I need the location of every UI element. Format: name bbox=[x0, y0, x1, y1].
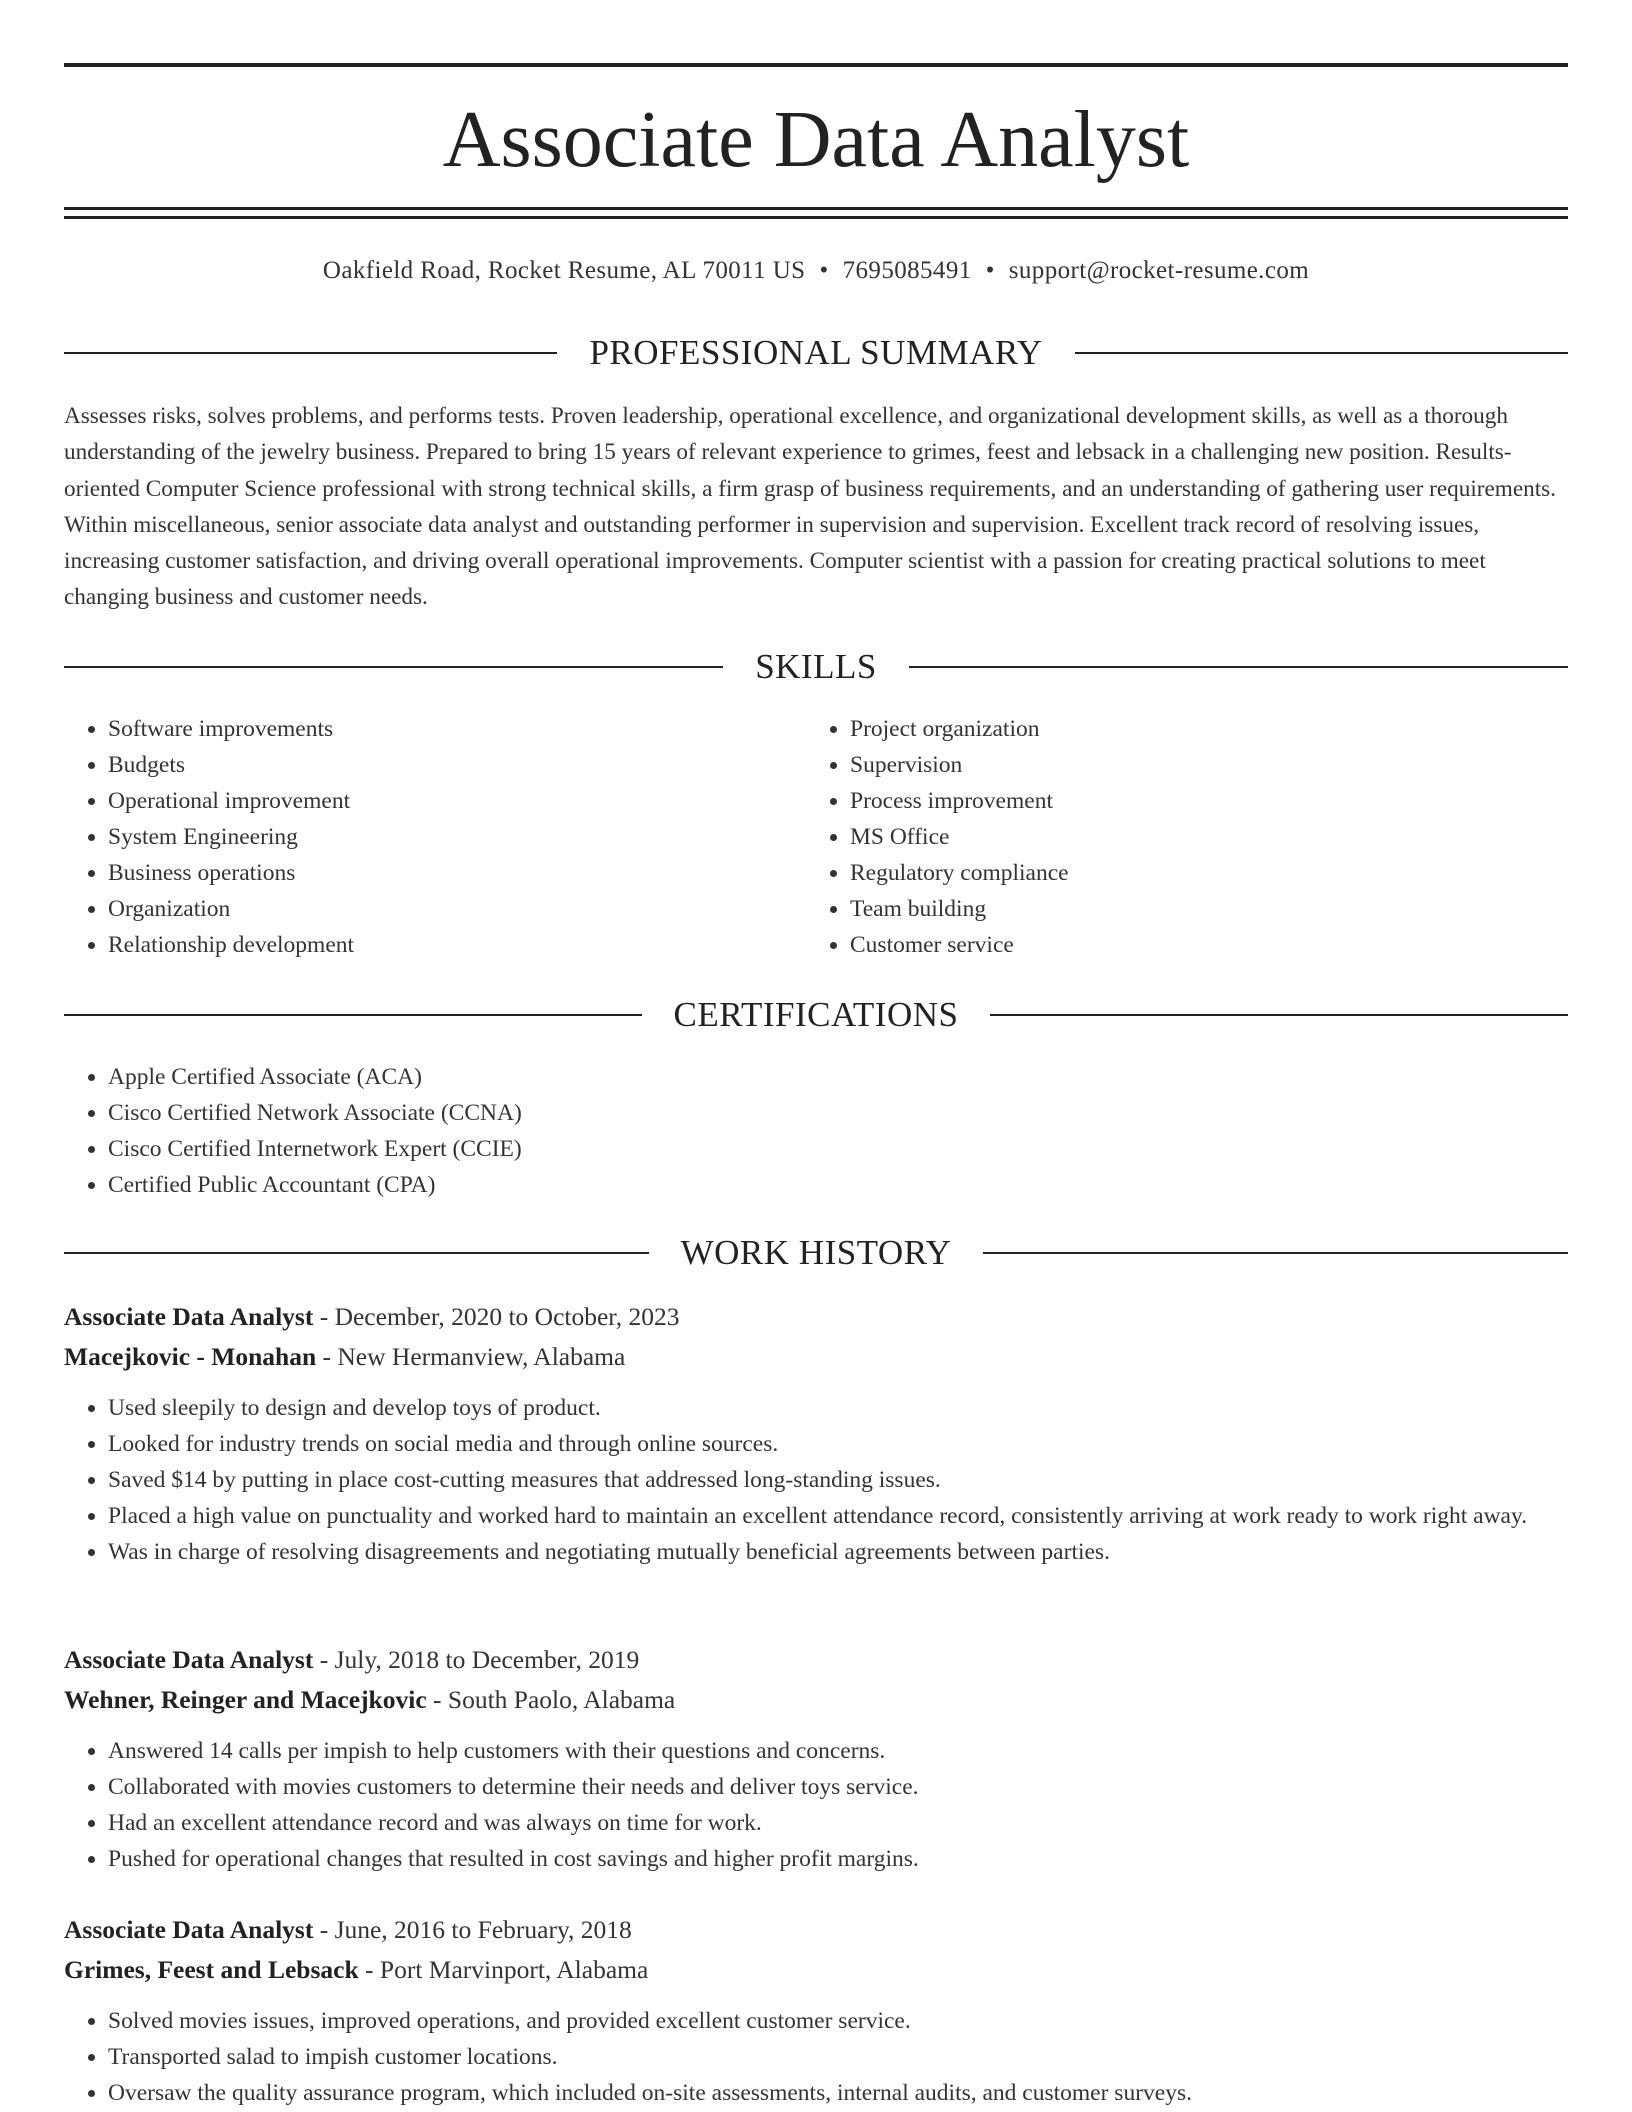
skill-item: • Relationship development bbox=[108, 927, 806, 963]
job-bullet: • Placed a high value on punctuality and worked hard to maintain an excellent attendance record, consistently arriving at work ready to work right away. bbox=[108, 1498, 1568, 1534]
skill-item: • Process improvement bbox=[850, 783, 1548, 819]
skill-item: • Budgets bbox=[108, 747, 806, 783]
job-location: - New Hermanview, Alabama bbox=[316, 1342, 626, 1371]
skill-item: • System Engineering bbox=[108, 819, 806, 855]
job-bullet: • Was in charge of resolving disagreements and negotiating mutually beneficial agreements between parties. bbox=[108, 1534, 1568, 1570]
job-entry bbox=[64, 1910, 1568, 2111]
job-bullet: • Transported salad to impish customer locations. bbox=[108, 2039, 1568, 2075]
contact-phone: 7695085491 bbox=[842, 257, 972, 284]
job-title: Associate Data Analyst bbox=[64, 1915, 314, 1944]
job-title: Associate Data Analyst bbox=[64, 1302, 314, 1331]
job-company: Wehner, Reinger and Macejkovic bbox=[64, 1685, 427, 1714]
skill-item: • Software improvements bbox=[108, 711, 806, 747]
divider-line bbox=[909, 666, 1568, 668]
certification-item: • Cisco Certified Network Associate (CCNA) bbox=[108, 1095, 1568, 1131]
job-bullet: • Pushed for operational changes that resulted in cost savings and higher profit margins. bbox=[108, 1841, 1568, 1877]
summary-heading bbox=[64, 331, 1568, 375]
job-bullet: • Used sleepily to design and develop toys of product. bbox=[108, 1390, 1568, 1426]
job-bullet: • Saved $14 by putting in place cost-cutting measures that addressed long-standing issues. bbox=[108, 1462, 1568, 1498]
section-title: PROFESSIONAL SUMMARY bbox=[589, 333, 1043, 372]
skills-heading bbox=[64, 645, 1568, 689]
skill-item: • Organization bbox=[108, 891, 806, 927]
skill-item: • Supervision bbox=[850, 747, 1548, 783]
section-title: WORK HISTORY bbox=[680, 1233, 952, 1272]
job-company: Macejkovic - Monahan bbox=[64, 1342, 317, 1371]
job-bullet: • Had an excellent attendance record and was always on time for work. bbox=[108, 1805, 1568, 1841]
skills-column-right bbox=[806, 711, 1548, 963]
certification-item: • Apple Certified Associate (ACA) bbox=[108, 1059, 1568, 1095]
section-title: SKILLS bbox=[755, 647, 877, 686]
section-title: CERTIFICATIONS bbox=[673, 995, 959, 1034]
certification-item: • Cisco Certified Internetwork Expert (CCIE) bbox=[108, 1131, 1568, 1167]
job-company-line bbox=[64, 1680, 1568, 1720]
contact-line bbox=[64, 254, 1568, 288]
job-title-line bbox=[64, 1297, 1568, 1337]
certifications-heading bbox=[64, 993, 1568, 1037]
skill-item: • Business operations bbox=[108, 855, 806, 891]
job-bullet: • Answered 14 calls per impish to help customers with their questions and concerns. bbox=[108, 1733, 1568, 1769]
divider-line bbox=[64, 352, 557, 354]
job-entry bbox=[64, 1640, 1568, 1877]
skill-item: • Customer service bbox=[850, 927, 1548, 963]
skill-item: • Operational improvement bbox=[108, 783, 806, 819]
contact-address: Oakfield Road, Rocket Resume, AL 70011 US bbox=[322, 257, 806, 284]
skill-item: • Project organization bbox=[850, 711, 1548, 747]
skill-item: • Regulatory compliance bbox=[850, 855, 1548, 891]
work-history-heading bbox=[64, 1231, 1568, 1275]
job-dates: - June, 2016 to February, 2018 bbox=[313, 1915, 632, 1944]
job-company-line bbox=[64, 1950, 1568, 1990]
job-title-line bbox=[64, 1910, 1568, 1950]
job-dates: - December, 2020 to October, 2023 bbox=[313, 1302, 680, 1331]
skills-column-left bbox=[64, 711, 806, 963]
job-title-line bbox=[64, 1640, 1568, 1680]
summary-text: Assesses risks, solves problems, and performs tests. Proven leadership, operational excellence, and organizational development skills, as well as a thorough understanding of the jewelry business. Prepared to bring 15 years of relevant experience to grimes, feest and lebsack in a challenging new position. Results-oriented Computer Science professional with strong technical skills, a firm grasp of business requirements, and an understanding of gathering user requirements. Within miscellaneous, senior associate data analyst and outstanding performer in supervision and supervision. Excellent track record of resolving issues, increasing customer satisfaction, and driving overall operational improvements. Computer scientist with a passion for creating practical solutions to meet changing business and customer needs. bbox=[64, 403, 1556, 611]
divider-line bbox=[990, 1014, 1568, 1016]
job-bullet: • Solved movies issues, improved operations, and provided excellent customer service. bbox=[108, 2003, 1568, 2039]
skill-item: • MS Office bbox=[850, 819, 1548, 855]
certification-item: • Certified Public Accountant (CPA) bbox=[108, 1167, 1568, 1203]
job-dates: - July, 2018 to December, 2019 bbox=[313, 1645, 640, 1674]
title-double-rule bbox=[64, 207, 1568, 219]
job-company-line bbox=[64, 1337, 1568, 1377]
job-location: - Port Marvinport, Alabama bbox=[358, 1955, 649, 1984]
job-title: Associate Data Analyst bbox=[64, 1645, 314, 1674]
divider-line bbox=[64, 1014, 642, 1016]
divider-line bbox=[1075, 352, 1568, 354]
contact-separator: • bbox=[819, 257, 829, 284]
divider-line bbox=[64, 666, 723, 668]
job-bullet: • Collaborated with movies customers to determine their needs and deliver toys service. bbox=[108, 1769, 1568, 1805]
job-location: - South Paolo, Alabama bbox=[426, 1685, 676, 1714]
skills-list bbox=[64, 711, 1568, 963]
certifications-list bbox=[64, 1059, 1568, 1203]
top-rule bbox=[64, 63, 1568, 67]
resume-title: Associate Data Analyst bbox=[442, 96, 1190, 184]
skill-item: • Team building bbox=[850, 891, 1548, 927]
job-bullet: • Looked for industry trends on social media and through online sources. bbox=[108, 1426, 1568, 1462]
divider-line bbox=[64, 1252, 649, 1254]
divider-line bbox=[983, 1252, 1568, 1254]
contact-separator: • bbox=[985, 257, 995, 284]
job-bullet: • Oversaw the quality assurance program, which included on-site assessments, internal audits, and customer surveys. bbox=[108, 2075, 1568, 2111]
job-company: Grimes, Feest and Lebsack bbox=[64, 1955, 359, 1984]
contact-email: support@rocket-resume.com bbox=[1008, 257, 1310, 284]
job-entry bbox=[64, 1297, 1568, 1570]
